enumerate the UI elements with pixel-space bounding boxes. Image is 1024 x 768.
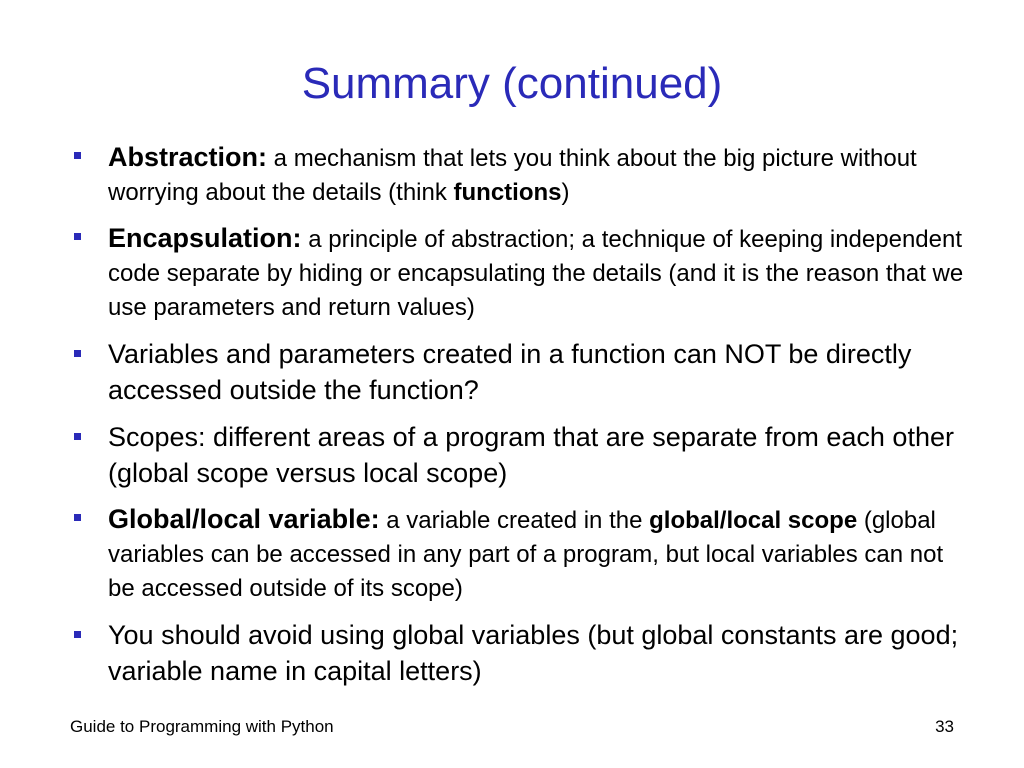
bullet-body: a principle of abstraction; a technique of keeping independent code separate by hiding or encapsulating the details (and it is the reason that we use parameters and return values) [108, 226, 964, 321]
bullet-body-end: ) [561, 179, 570, 206]
bullet-text [108, 140, 970, 210]
footer-page-number: 33 [935, 717, 954, 736]
bullet-text: Scopes: different areas of a program that are separate from each other (global scope versus local scope) [108, 422, 954, 488]
bullet-body: a variable created in the [379, 507, 650, 534]
bullet-avoid-globals [70, 617, 970, 689]
bullet-term: Global/local variable: [108, 504, 380, 534]
bullet-bold-word: global/local scope [649, 507, 858, 534]
bullet-text [108, 502, 970, 606]
square-bullet-icon [74, 433, 81, 440]
bullet-term: Abstraction: [108, 142, 268, 172]
slide-title: Summary (continued) [301, 59, 723, 108]
bullet-bold-word: functions [453, 179, 562, 206]
square-bullet-icon [74, 631, 81, 638]
bullet-term: Encapsulation: [108, 223, 302, 253]
bullet-abstraction [70, 140, 970, 210]
bullet-list [70, 140, 970, 700]
square-bullet-icon [74, 233, 81, 240]
bullet-text [108, 221, 970, 325]
bullet-encapsulation [70, 221, 970, 325]
footer-course-title: Guide to Programming with Python [70, 717, 334, 736]
bullet-text: Variables and parameters created in a function can NOT be directly accessed outside the function? [108, 339, 912, 405]
bullet-variables-parameters [70, 336, 970, 408]
bullet-body: a mechanism that lets you think about the big picture without worrying about the details (think [108, 145, 917, 206]
bullet-text: You should avoid using global variables (but global constants are good; variable name in capital letters) [108, 620, 959, 686]
square-bullet-icon [74, 152, 81, 159]
bullet-body-end: (global variables can be accessed in any part of a program, but local variables can not be accessed outside of its scope) [108, 507, 944, 602]
bullet-scopes [70, 419, 970, 491]
square-bullet-icon [74, 350, 81, 357]
bullet-global-local-variable [70, 502, 970, 606]
square-bullet-icon [74, 514, 81, 521]
